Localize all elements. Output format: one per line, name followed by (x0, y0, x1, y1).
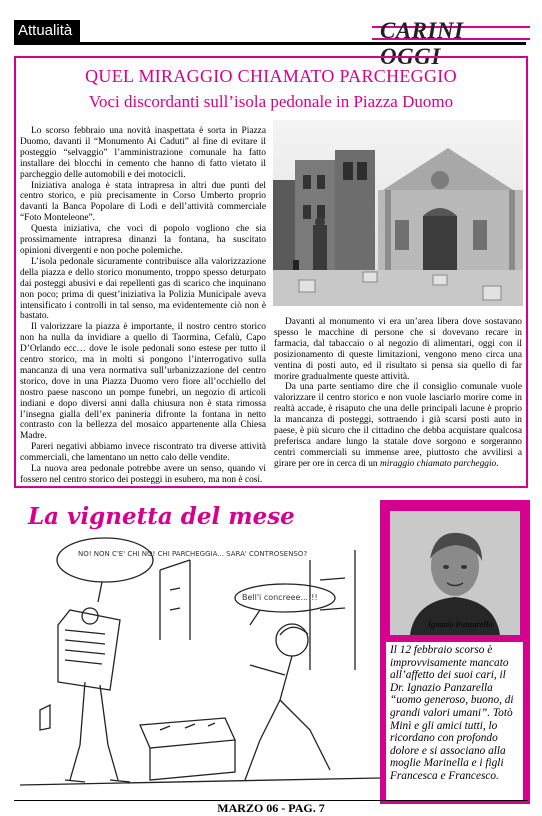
paragraph: Pareri negativi abbiamo invece riscontrato tra diverse attività commerciali, che lamentano un netto calo delle vendite. (20, 442, 266, 464)
page-footer: MARZO 06 - PAG. 7 (217, 801, 325, 815)
paragraph-text: Da una parte sentiamo dire che il consiglio comunale vuole valorizzare il centro storico e non vuole lasciarlo morire come in realtà accade, è risaputo che una delle principali lacune è proprio la mancanza di posteggi, sottraendo i già scarsi posti auto in paese, è più sicuro che il cittadino che debba acquistare qualcosa preferisca andare lungo la statale dove sorgono e sorgeranno centri commerciali su immense aree, piuttosto che avvilirsi a girare per ore in cerca di un (274, 382, 522, 469)
paragraph: La nuova area pedonale potrebbe avere un senso, quando vi fossero nel centro storico dei posteggi in esubero, ma non è così. (20, 464, 266, 485)
paragraph: Iniziativa analoga è stata intrapresa in altri due punti del centro storico, e più precisamente in Corso Umberto proprio davanti la Banca Popolare di Lodi e dell’attività commerciale “Foto Monteleone”. (20, 180, 266, 224)
church-photo (273, 120, 523, 306)
paragraph-end: . (496, 458, 499, 469)
masthead-title: CARINI OGGI (380, 18, 464, 69)
article-column-left (20, 126, 266, 486)
paragraph: L’isola pedonale sicuramente contribuisce alla valorizzazione della piazza e dello storico monumento, troppo spesso deturpato dai posteggi abusivi e dai repellenti gas di scarico che inquinano non poco; prima di quest’iniziativa la Polizia Municipale aveva intensificato i controlli in tal senso, ma evidentemente ciò non è bastato. (20, 256, 266, 322)
paragraph: Davanti al monumento vi era un’area libera dove sostavano spesso le macchine di persone che si dovevano recare in farmacia, dal tabaccaio o al negozio di alimentari, oggi con il posizionamento di queste limitazioni, vengono meno circa una ventina di posti auto, ed il risultato si pensa sia quello di far morire gradualmente queste attività. (274, 317, 522, 382)
cartoon-bubble-left: NO! NON C'E' CHI NO! CHI PARCHEGGIA... SARA' CONTROSENSO? (78, 550, 308, 558)
section-tag: Attualità (14, 20, 80, 42)
article-headline: QUEL MIRAGGIO CHIAMATO PARCHEGGIO (85, 66, 457, 86)
italic-phrase: miraggio chiamato parcheggio (379, 458, 497, 469)
article-column-right (274, 317, 522, 470)
masthead (372, 16, 530, 69)
portrait-caption: Ignazio Panzarella (428, 619, 493, 629)
portrait-photo (390, 511, 520, 635)
tribute-text: Il 12 febbraio scorso è improvvisamente mancato all’affetto dei suoi cari, il Dr. Ignazio Panzarella “uomo generoso, buono, di grandi valori umani”. Totò Minì e gli amici tutti, lo ricordano con profondo dolore e si associano alla moglie Marinella e i figli Francesca e Francesco. (386, 642, 523, 800)
vignette-title: La vignetta del mese (28, 503, 295, 530)
paragraph: Questa iniziativa, che voci di popolo vogliono che sia prossimamente intrapresa dinanzi la fontana, ha suscitato opinioni divergenti e non poche polemiche. (20, 224, 266, 256)
cartoon-bubble-right: Bell'i concreee...!!! (242, 593, 318, 602)
paragraph: Il valorizzare la piazza è importante, il nostro centro storico non ha nulla da invidiare a quello di Taormina, Cefalù, Capo D’Orlando ecc… dove le isole pedonali sono estese per tutto il centro storico, ma in molti si pongono l’interrogativo sulla mancanza di una vera normativa sull’urbanizzazione del centro storico, dove in una Piazza Duomo vero fiore all’occhiello del nostro paese nascono un pompe funebri, un negozio di articoli indiani e dopo diversi anni dalla chiusura non è stata rimossa l’insegna gialla dell’ex panineria difronte la fontana in netto contrasto con la bellezza del mosaico appartenente alla Chiesa Madre. (20, 322, 266, 442)
paragraph (274, 382, 522, 469)
cartoon-drawing (10, 530, 385, 800)
cartoon-image (10, 530, 385, 800)
paragraph: Lo scorso febbraio una novità inaspettata è sorta in Piazza Duomo, davanti il “Monumento Ai Caduti” al fine di evitare il posteggio “selvaggio” l’amministrazione comunale ha fatto installare dei blocchi in cemento che hanno di fatto vietato il parcheggio delle automobili e dei motocicli. (20, 126, 266, 180)
article-subheadline: Voci discordanti sull’isola pedonale in Piazza Duomo (88, 92, 454, 111)
portrait-image (390, 511, 520, 635)
church-photo-image (273, 120, 523, 306)
